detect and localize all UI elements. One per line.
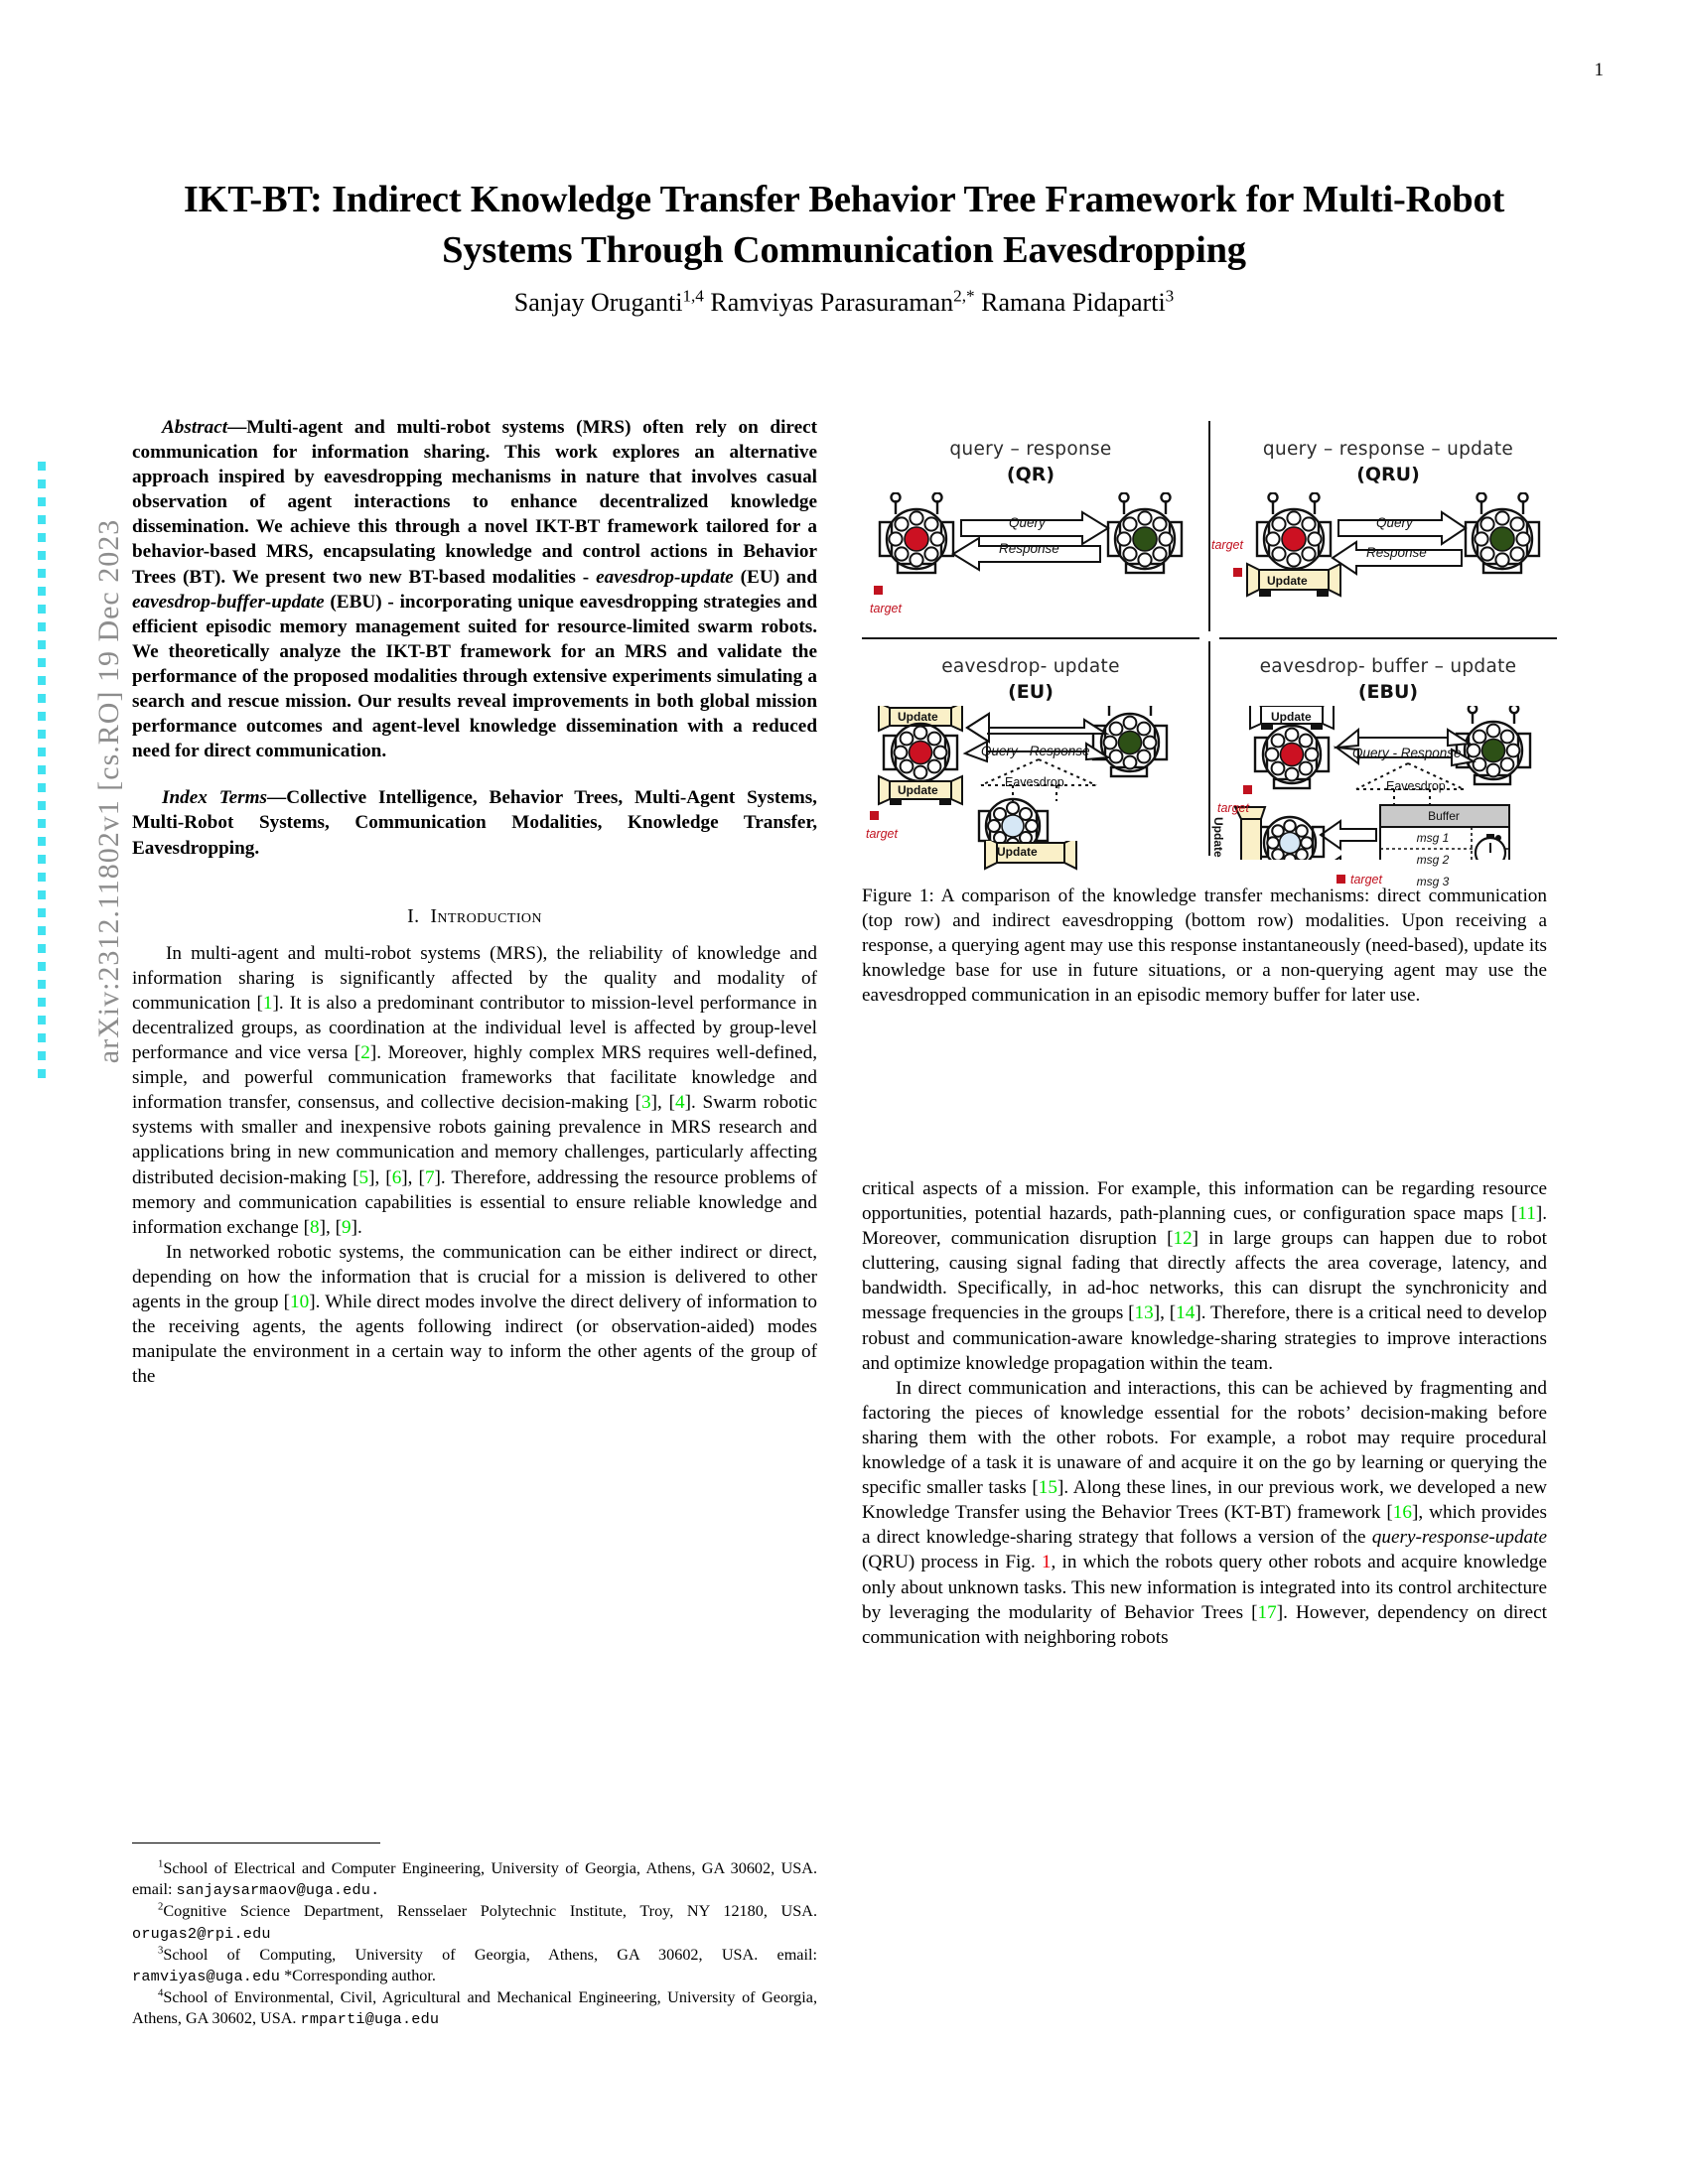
footnotes-block: [132, 1858, 817, 2031]
panel-eu-update-label-3: Update: [997, 845, 1038, 859]
text-run: ]. Moreover, highly complex MRS requires well-defined, simple, and powerful communication frameworks that facilitate knowledge and information transfer, consensus, and collective decision-making [: [132, 1042, 817, 1114]
citation-7[interactable]: 7: [424, 1166, 435, 1188]
panel-qru-arrow-response-label: Response: [1366, 545, 1427, 560]
panel-eu-title: eavesdrop- update: [941, 656, 1120, 677]
figure-vertical-divider-top: [1208, 421, 1210, 631]
figure-1-caption: [862, 884, 1547, 1008]
panel-qr: [862, 421, 1199, 631]
text-run: Cognitive Science Department, Rensselaer Polytechnic Institute, Troy, NY 12180, USA.: [163, 1902, 817, 1921]
panel-ebu-update-label-vertical: Update: [1211, 817, 1225, 858]
abstract-block: [132, 415, 817, 763]
text-run: School of Electrical and Computer Engineering, University of Georgia, Athens, GA 30602, USA. email:: [132, 1859, 817, 1899]
panel-qr-arrow-response-label: Response: [999, 541, 1059, 556]
citation-9[interactable]: 9: [341, 1216, 352, 1238]
index-terms-dash: —: [267, 787, 287, 809]
panel-qr-target-label: target: [870, 602, 902, 615]
panel-qru-update-label: Update: [1267, 574, 1308, 588]
panel-eu: [862, 644, 1199, 858]
abstract-dash: —: [227, 417, 247, 438]
text-run: School of Computing, University of Georgia, Athens, GA 30602, USA. email:: [163, 1945, 817, 1964]
panel-qru-target-label: target: [1211, 538, 1243, 552]
text-run: In multi-agent and multi-robot systems (MRS), the reliability of knowledge and information sharing is significantly affected by the quality and modality of communication [: [132, 942, 817, 1014]
abstract-label: Abstract: [162, 417, 228, 438]
text-run: ]. It is also a predominant contributor to mission-level performance in decentralized groups, as coordination at the individual level is affected by group-level performance and vice versa [: [132, 992, 818, 1064]
panel-qr-title: query – response: [949, 439, 1112, 460]
footnote-2-marker: 2: [158, 1901, 164, 1914]
panel-ebu-eavesdrop-label: Eavesdrop: [1386, 779, 1446, 793]
text-run: In direct communication and interactions, this can be achieved by fragmenting and factoring the pieces of knowledge essential for the robots’ decision-making before sharing them with the other robots. For example, a robot may require procedural knowledge of a task it is unaware of and acquire it on the go by learning or querying the specific smaller tasks [: [862, 1377, 1547, 1499]
arxiv-identifier-stamp: arXiv:2312.11802v1 [cs.RO] 19 Dec 2023: [92, 518, 125, 1064]
author-list: [119, 288, 1569, 318]
text-run: (QRU) process in Fig.: [862, 1552, 1042, 1573]
intro-paragraph-1: [132, 941, 817, 1240]
author-2-name: Ramviyas Parasuraman: [703, 288, 954, 317]
panel-ebu-title: eavesdrop- buffer – update: [1259, 656, 1517, 677]
panel-eu-eavesdrop-label: Eavesdrop: [1005, 775, 1064, 789]
citation-16[interactable]: 16: [1392, 1502, 1412, 1524]
page-number: 1: [1594, 60, 1604, 80]
emphasis-query-response-update: query-response-update: [1371, 1527, 1547, 1549]
citation-15[interactable]: 15: [1038, 1477, 1057, 1499]
text-run: ], [: [401, 1166, 425, 1188]
text-run: ]. Moreover, communication disruption [: [862, 1203, 1547, 1250]
panel-qru-title: query – response – update: [1262, 439, 1514, 460]
section-heading-introduction: [132, 904, 817, 929]
author-3-name: Ramana Pidaparti: [974, 288, 1166, 317]
panel-qru-arrow-query-label: Query: [1376, 515, 1413, 530]
figure-reference-1[interactable]: 1: [1041, 1552, 1052, 1573]
text-run: ]. While direct modes involve the direct delivery of information to the receiving agents, the agents following indirect (or observation-aided) modes manipulate the environment in a certain way to inform the other agents of the group of the: [132, 1292, 818, 1388]
footnote-3: [132, 1945, 817, 1987]
panel-ebu-buffer-row-3: msg 3: [1416, 875, 1450, 888]
page-title: IKT-BT: Indirect Knowledge Transfer Behavior Tree Framework for Multi-Robot Systems Through Communication Eavesdropping: [183, 178, 1505, 271]
footnote-1-marker: 1: [158, 1857, 164, 1870]
section-number: I.: [407, 904, 420, 927]
author-3-affiliation-marker: 3: [1165, 286, 1175, 306]
footnote-1: [132, 1858, 817, 1901]
panel-eu-update-label-2: Update: [898, 783, 938, 797]
citation-3[interactable]: 3: [641, 1092, 651, 1114]
index-terms-label: Index Terms: [162, 787, 268, 809]
citation-4[interactable]: 4: [674, 1092, 685, 1114]
abstract-text-1: Multi-agent and multi-robot systems (MRS) often rely on direct communication for information sharing. This work explores an alternative approach inspired by eavesdropping mechanisms in nature that involves casual observation of agent interactions to enhance decentralized knowledge dissemination. We achieve this through a novel IKT-BT framework tailored for a behavior-based MRS, encapsulating knowledge and control actions in Behavior Trees (BT). We present two new BT-based modalities -: [132, 417, 817, 588]
panel-qr-arrow-query-label: Query: [1009, 515, 1046, 530]
panel-qru-abbr: (QRU): [1356, 464, 1420, 485]
panel-qru: [1211, 421, 1557, 631]
panel-ebu-buffer-row-1: msg 1: [1416, 831, 1450, 845]
panel-ebu-target-label-2: target: [1350, 873, 1382, 887]
panel-ebu-buffer-header: Buffer: [1428, 809, 1460, 823]
citation-12[interactable]: 12: [1173, 1228, 1193, 1250]
text-run: , in which the robots query other robots and acquire knowledge only about unknown tasks. This new information is integrated into its control architecture by leveraging the modularity of Behavior Trees [: [862, 1552, 1547, 1623]
abstract-emphasis-ebu: eavesdrop-buffer-update: [132, 591, 325, 613]
footnote-2-email[interactable]: orugas2@rpi.edu: [132, 1924, 271, 1943]
footnote-4-email[interactable]: rmparti@uga.edu: [300, 2010, 440, 2029]
footnote-3-email[interactable]: ramviyas@uga.edu: [132, 1968, 281, 1986]
abstract-text-3: (EBU) - incorporating unique eavesdropping strategies and efficient episodic memory management suited for resource-limited swarm robots. We theoretically analyze the IKT-BT framework for an MRS and validate the performance of the proposed modalities through extensive experiments simulating a search and rescue mission. Our results reveal improvements in both global mission performance outcomes and agent-level knowledge dissemination with a reduced need for direct communication.: [132, 591, 817, 762]
figure-caption-text: A comparison of the knowledge transfer mechanisms: direct communication (top row) and indirect eavesdropping (bottom row) modalities. Upon receiving a response, a querying agent may use this response instantaneously (need-based), update its knowledge base for use in future situations, or a non-querying agent may use the eavesdropped communication in an episodic memory buffer for later use.: [862, 886, 1547, 1007]
figure-horizontal-divider-left: [862, 637, 1199, 639]
citation-10[interactable]: 10: [290, 1292, 310, 1312]
figure-caption-label: Figure 1:: [862, 886, 934, 906]
left-column: [132, 415, 817, 1389]
text-run: ], [: [368, 1166, 392, 1188]
footnote-2: [132, 1901, 817, 1944]
panel-qr-diagram: [862, 492, 1199, 631]
panel-ebu-arrow-label: Query - Response: [1352, 746, 1462, 760]
panel-qr-target-marker: [874, 586, 883, 595]
panel-qru-target-marker: [1233, 568, 1242, 577]
text-run: critical aspects of a mission. For example, this information can be regarding resource opportunities, potential hazards, path-planning cues, or configuration space maps [: [862, 1178, 1547, 1225]
panel-eu-update-label-1: Update: [898, 710, 938, 724]
panel-ebu-target-label-1: target: [1217, 801, 1249, 815]
citation-5[interactable]: 5: [358, 1166, 369, 1188]
panel-ebu-abbr: (EBU): [1357, 681, 1419, 703]
panel-eu-target-label: target: [866, 827, 898, 841]
intro-paragraph-2: [132, 1240, 817, 1390]
right-paragraph-1: [862, 1176, 1547, 1376]
text-run: In networked robotic systems, the communication can be either indirect or direct, depending on how the information that is crucial for a mission is delivered to other agents in the group [: [132, 1241, 817, 1312]
citation-1[interactable]: 1: [262, 992, 273, 1014]
panel-ebu-target-marker-2: [1336, 875, 1345, 884]
citation-8[interactable]: 8: [310, 1216, 320, 1238]
footnote-4-marker: 4: [158, 1986, 164, 1999]
panel-ebu-buffer-row-2: msg 2: [1416, 853, 1450, 867]
citation-14[interactable]: 14: [1176, 1302, 1196, 1324]
footnote-4: [132, 1987, 817, 2030]
panel-eu-arrow-label: Query - Response: [981, 744, 1090, 758]
citation-2[interactable]: 2: [360, 1042, 370, 1064]
text-run: ], [: [650, 1092, 675, 1114]
panel-qr-abbr: (QR): [1006, 464, 1055, 485]
right-paragraph-2: [862, 1376, 1547, 1650]
text-run: ]. Therefore, there is a critical need to develop robust and communication-aware knowledge-sharing strategies to improve interactions and optimize knowledge propagation within the team.: [862, 1302, 1547, 1374]
text-run: School of Environmental, Civil, Agricultural and Mechanical Engineering, University of Georgia, Athens, GA 30602, USA.: [132, 1988, 817, 2028]
author-2-affiliation-marker: 2,*: [953, 286, 975, 306]
text-run: ], [: [319, 1216, 342, 1238]
text-run: ], which provides a direct knowledge-sharing strategy that follows a version of the: [862, 1502, 1547, 1549]
panel-ebu-target-marker-1: [1243, 785, 1252, 794]
panel-eu-target-marker: [870, 811, 879, 820]
author-1-affiliation-marker: 1,4: [682, 286, 704, 306]
citation-6[interactable]: 6: [391, 1166, 402, 1188]
citation-17[interactable]: 17: [1257, 1601, 1277, 1623]
citation-13[interactable]: 13: [1134, 1302, 1154, 1324]
footnote-1-email[interactable]: sanjaysarmaov@uga.edu.: [176, 1881, 380, 1900]
abstract-emphasis-eu: eavesdrop-update: [596, 566, 734, 588]
figure-vertical-divider-bottom: [1208, 641, 1210, 856]
text-run: ], [: [1153, 1302, 1177, 1324]
arxiv-dash-strip: [38, 462, 46, 1097]
text-run: ]. Therefore, addressing the resource problems of memory and communication capabilities is essential to ensure reliable knowledge and information exchange [: [132, 1166, 818, 1238]
text-run: ]. However, dependency on direct communication with neighboring robots: [862, 1601, 1547, 1648]
panel-eu-abbr: (EU): [1008, 681, 1054, 703]
text-run: ]. Along these lines, in our previous work, we developed a new Knowledge Transfer using the Behavior Trees (KT-BT) framework [: [862, 1477, 1547, 1524]
text-run: ]. Swarm robotic systems with smaller and inexpensive robots gaining prevalence in MRS research and applications bring in new communication and memory challenges, particularly affecting distributed decision-making [: [132, 1092, 818, 1188]
section-title: Introduction: [430, 904, 542, 927]
text-run: ].: [351, 1216, 362, 1238]
footnote-3-marker: 3: [158, 1944, 164, 1957]
index-terms-text: Collective Intelligence, Behavior Trees, Multi-Agent Systems, Multi-Robot Systems, Communication Modalities, Knowledge Transfer, Eavesdropping.: [132, 787, 817, 859]
text-run: ] in large groups can happen due to robot cluttering, causing signal fading that directly affects the area coverage, latency, and bandwidth. Specifically, in ad-hoc networks, this can disrupt the synchronicity and message frequencies in the groups [: [862, 1228, 1547, 1324]
panel-ebu-update-label: Update: [1271, 710, 1312, 724]
panel-ebu: [1211, 644, 1557, 888]
author-1-name: Sanjay Oruganti: [513, 288, 683, 317]
index-terms-block: [132, 785, 817, 860]
abstract-text-2: (EU) and: [733, 566, 817, 588]
citation-11[interactable]: 11: [1517, 1203, 1536, 1225]
right-column: [862, 1176, 1547, 1650]
figure-1: [862, 421, 1557, 888]
text-run: *Corresponding author.: [280, 1967, 436, 1985]
